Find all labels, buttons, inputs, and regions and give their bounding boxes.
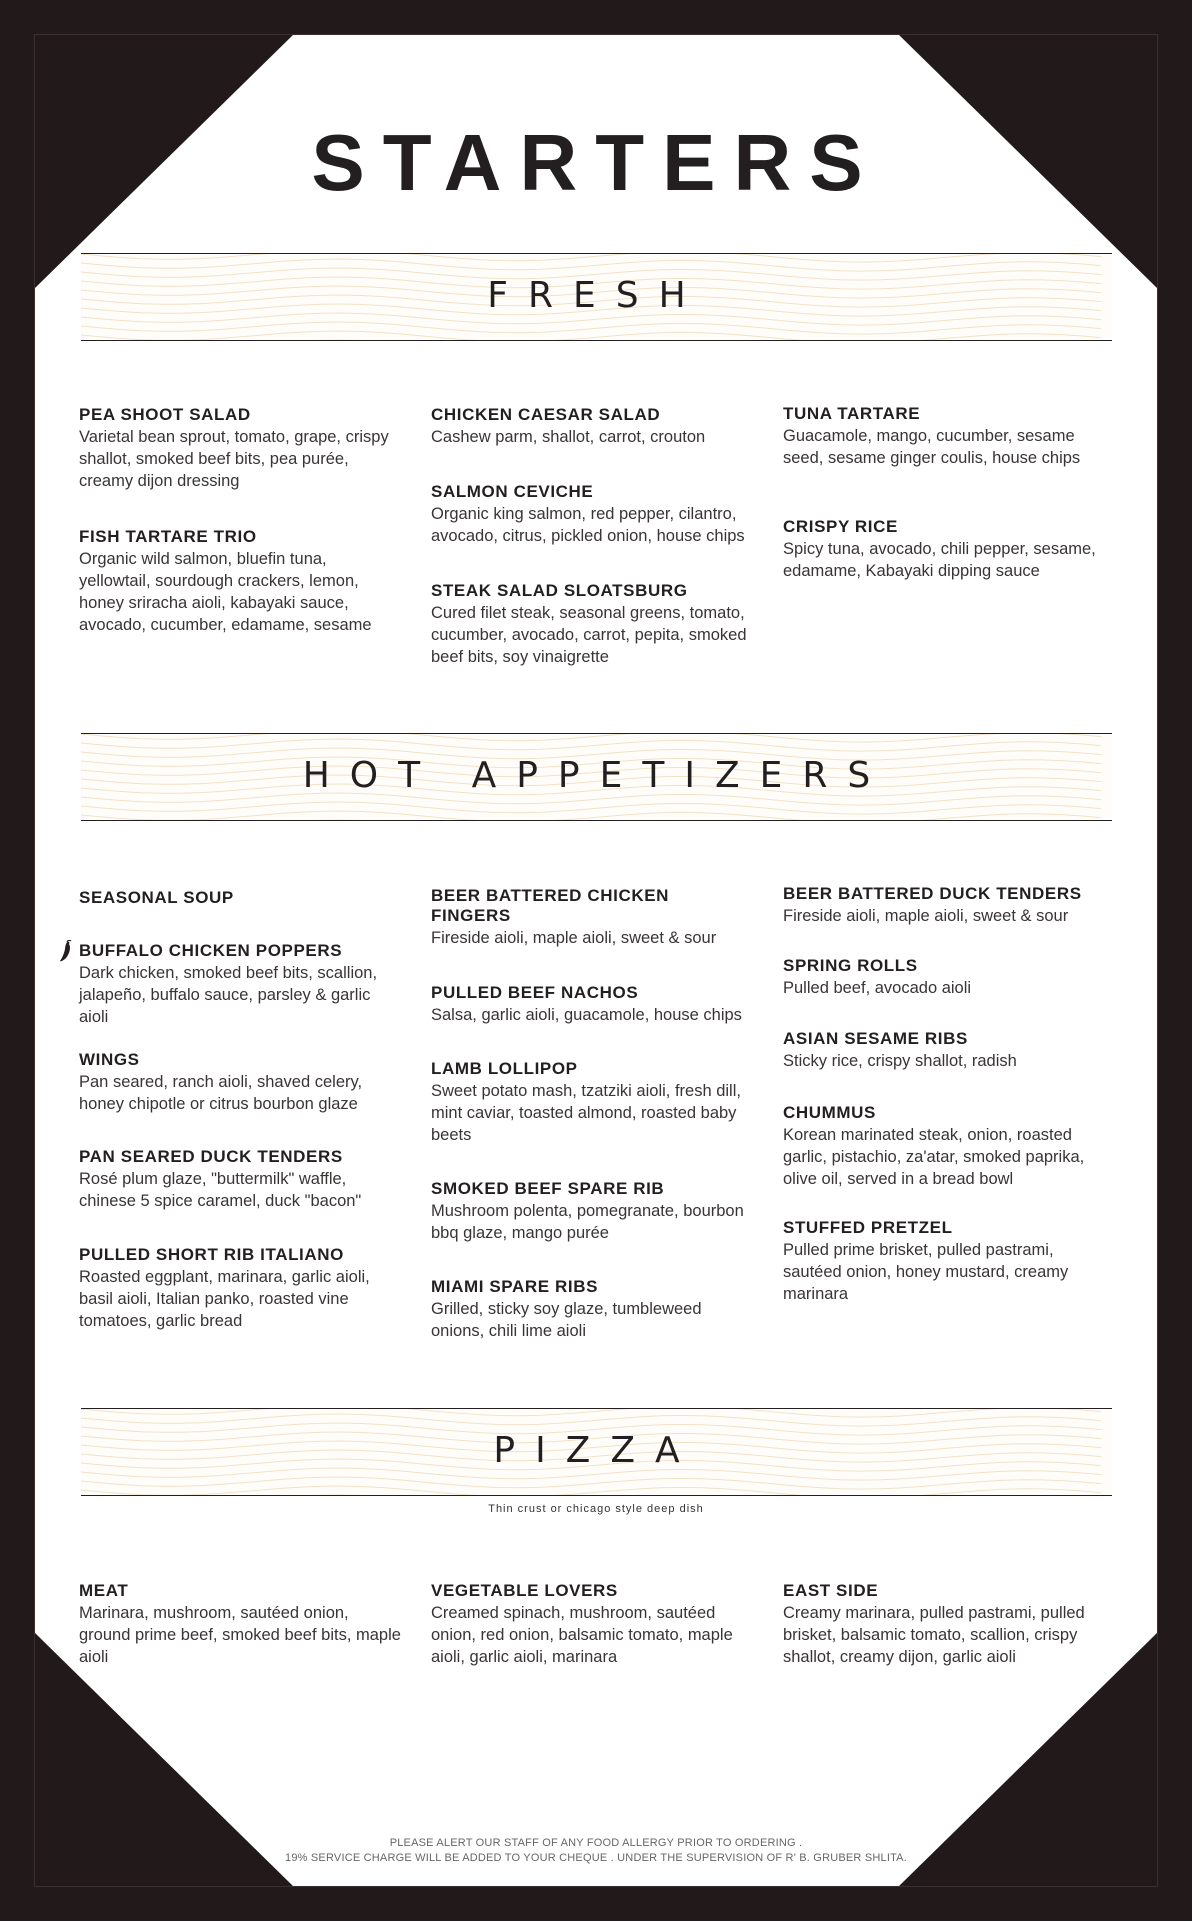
section-heading-pizza: PIZZA	[493, 1430, 700, 1471]
item-name: MEAT	[79, 1581, 129, 1600]
wave-line	[81, 254, 1101, 262]
item-name: EAST SIDE	[783, 1581, 879, 1600]
item-description: Cured filet steak, seasonal greens, tomato, cucumber, avocado, carrot, pepita, smoked beef bits, soy vinaigrette	[431, 604, 747, 666]
menu-item	[783, 1103, 1105, 1190]
footer-service-note: 19% SERVICE CHARGE WILL BE ADDED TO YOUR CHEQUE . UNDER THE SUPERVISION OF R' B. GRUBER SHLITA.	[285, 1852, 907, 1864]
item-description: Organic king salmon, red pepper, cilantro, avocado, citrus, pickled onion, house chips	[431, 505, 745, 545]
wave-line	[81, 259, 1101, 271]
menu-item	[79, 405, 401, 492]
wave-line	[81, 1486, 1101, 1495]
menu-item	[783, 1581, 1105, 1668]
footer-allergy-note: PLEASE ALERT OUR STAFF OF ANY FOOD ALLERGY PRIOR TO ORDERING .	[389, 1837, 803, 1849]
item-description: Salsa, garlic aioli, guacamole, house chips	[431, 1006, 742, 1024]
item-description: Cashew parm, shallot, carrot, crouton	[431, 428, 706, 446]
wave-line	[81, 811, 1101, 820]
item-name: CRISPY RICE	[783, 517, 898, 536]
footer	[0, 1836, 1192, 1866]
item-name: CHICKEN CAESAR SALAD	[431, 405, 661, 424]
menu-item	[783, 956, 1105, 999]
menu-item	[783, 1218, 1105, 1305]
menu-item	[783, 1029, 1105, 1072]
item-description: Sweet potato mash, tzatziki aioli, fresh dill, mint caviar, toasted almond, roasted baby beets	[431, 1082, 741, 1144]
wave-line	[81, 322, 1101, 334]
section-band-pizza	[81, 1408, 1112, 1496]
menu-item	[79, 527, 401, 636]
item-description: Pan seared, ranch aioli, shaved celery, honey chipotle or citrus bourbon glaze	[79, 1073, 363, 1113]
menu-item	[79, 941, 401, 1028]
item-description: Roasted eggplant, marinara, garlic aioli, basil aioli, Italian panko, roasted vine tomatoes, garlic bread	[79, 1268, 370, 1330]
wave-line	[81, 734, 1101, 742]
section-heading-fresh: FRESH	[487, 275, 706, 316]
menu-item	[431, 886, 717, 949]
item-name: MIAMI SPARE RIBS	[431, 1277, 599, 1296]
item-name: BUFFALO CHICKEN POPPERS	[79, 941, 343, 960]
wave-line	[81, 802, 1101, 814]
item-name: LAMB LOLLIPOP	[431, 1059, 578, 1078]
menu-item	[431, 482, 753, 547]
item-name: PULLED BEEF NACHOS	[431, 983, 639, 1002]
wave-line	[81, 1414, 1101, 1426]
item-description: Dark chicken, smoked beef bits, scallion, jalapeño, buffalo sauce, parsley & garlic aioli	[79, 964, 378, 1026]
item-description: Grilled, sticky soy glaze, tumbleweed onions, chili lime aioli	[431, 1300, 702, 1340]
pizza-subnote: Thin crust or chicago style deep dish	[488, 1503, 704, 1515]
menu-item	[783, 404, 1105, 469]
menu-item	[431, 405, 753, 448]
item-name: SALMON CEVICHE	[431, 482, 594, 501]
menu-item	[431, 983, 753, 1026]
item-description: Guacamole, mango, cucumber, sesame seed, sesame ginger coulis, house chips	[783, 427, 1081, 467]
item-description: Creamy marinara, pulled pastrami, pulled brisket, balsamic tomato, scallion, crispy shallot, creamy dijon, garlic aioli	[783, 1604, 1085, 1666]
item-name: SEASONAL SOUP	[79, 888, 234, 907]
page-title: STARTERS	[311, 118, 881, 207]
item-name: STUFFED PRETZEL	[783, 1218, 953, 1237]
item-name: CHUMMUS	[783, 1103, 876, 1122]
item-description: Fireside aioli, maple aioli, sweet & sour	[431, 929, 717, 947]
item-name: TUNA TARTARE	[783, 404, 921, 423]
item-name: SMOKED BEEF SPARE RIB	[431, 1179, 665, 1198]
item-name: VEGETABLE LOVERS	[431, 1581, 618, 1600]
wave-line	[81, 331, 1101, 340]
menu-item	[79, 1245, 401, 1332]
chili-pepper-icon	[58, 940, 72, 964]
item-description: Sticky rice, crispy shallot, radish	[783, 1052, 1017, 1070]
item-description: Pulled beef, avocado aioli	[783, 979, 972, 997]
item-name: WINGS	[79, 1050, 140, 1069]
menu-item	[79, 888, 401, 908]
section-band-fresh	[81, 253, 1112, 341]
item-description: Rosé plum glaze, "buttermilk" waffle, chinese 5 spice caramel, duck "bacon"	[79, 1170, 362, 1210]
menu-item	[431, 1581, 753, 1668]
item-name: STEAK SALAD SLOATSBURG	[431, 581, 688, 600]
menu-item	[431, 581, 753, 668]
item-description: Pulled prime brisket, pulled pastrami, sautéed onion, honey mustard, creamy marinara	[783, 1241, 1069, 1303]
item-description: Korean marinated steak, onion, roasted garlic, pistachio, za'atar, smoked paprika, olive oil, served in a bread bowl	[783, 1126, 1085, 1188]
menu-item	[431, 1179, 753, 1244]
menu-item	[79, 1147, 401, 1212]
section-heading-hot-appetizers: HOT APPETIZERS	[302, 755, 891, 796]
item-description: Spicy tuna, avocado, chili pepper, sesame, edamame, Kabayaki dipping sauce	[783, 540, 1096, 580]
wave-line	[81, 739, 1101, 751]
menu-item	[431, 1277, 753, 1342]
menu-item	[79, 1050, 401, 1115]
item-description: Creamed spinach, mushroom, sautéed onion, red onion, balsamic tomato, maple aioli, garlic aioli, marinara	[431, 1604, 733, 1666]
item-description: Organic wild salmon, bluefin tuna, yellowtail, sourdough crackers, lemon, honey sriracha aioli, kabayaki sauce, avocado, cucumber, edamame, sesame	[79, 550, 372, 634]
item-name: BEER BATTERED CHICKEN FINGERS	[431, 886, 670, 925]
item-name: PAN SEARED DUCK TENDERS	[79, 1147, 343, 1166]
menu-item	[783, 884, 1105, 927]
menu-item	[431, 1059, 753, 1146]
item-description: Marinara, mushroom, sautéed onion, ground prime beef, smoked beef bits, maple aioli	[79, 1604, 401, 1666]
item-description: Mushroom polenta, pomegranate, bourbon bbq glaze, mango purée	[431, 1202, 744, 1242]
item-name: BEER BATTERED DUCK TENDERS	[783, 884, 1082, 903]
item-name: FISH TARTARE TRIO	[79, 527, 257, 546]
item-name: SPRING ROLLS	[783, 956, 918, 975]
menu-item	[783, 517, 1105, 582]
wave-line	[81, 1477, 1101, 1489]
menu-item	[79, 1581, 401, 1668]
item-name: ASIAN SESAME RIBS	[783, 1029, 968, 1048]
item-description: Fireside aioli, maple aioli, sweet & sour	[783, 907, 1069, 925]
item-description: Varietal bean sprout, tomato, grape, crispy shallot, smoked beef bits, pea purée, creamy dijon dressing	[79, 428, 389, 490]
item-name: PEA SHOOT SALAD	[79, 405, 251, 424]
section-band-hot-appetizers	[81, 733, 1112, 821]
wave-line	[81, 1409, 1101, 1417]
item-name: PULLED SHORT RIB ITALIANO	[79, 1245, 344, 1264]
